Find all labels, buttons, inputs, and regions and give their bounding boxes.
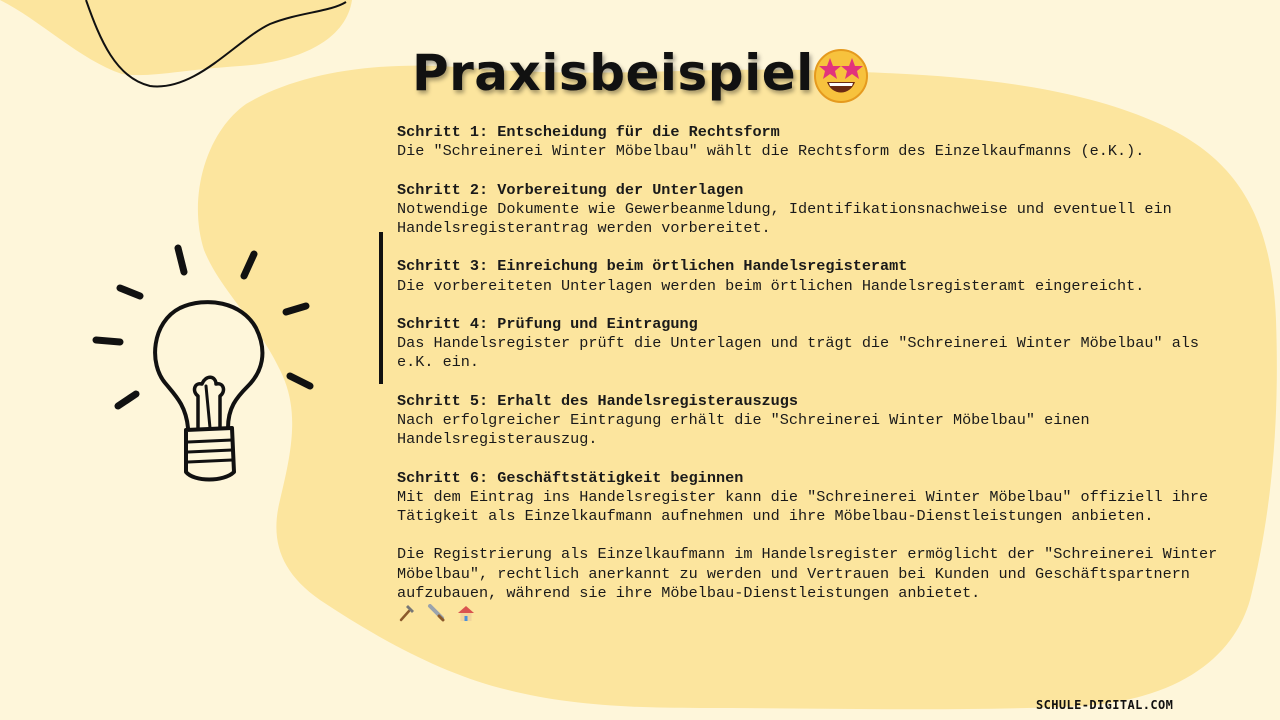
star-struck-emoji-icon xyxy=(812,46,870,104)
step-title: Schritt 6: Geschäftstätigkeit beginnen xyxy=(397,468,744,487)
brand-label: SCHULE-DIGITAL.COM xyxy=(1036,698,1174,712)
step-1 xyxy=(397,123,1237,161)
step-text: Die "Schreinerei Winter Möbelbau" wählt die Rechtsform des Einzelkaufmanns (e.K.). xyxy=(397,142,1145,161)
step-title: Schritt 2: Vorbereitung der Unterlagen xyxy=(397,180,744,199)
step-3 xyxy=(397,257,1237,295)
page-title: Praxisbeispiel xyxy=(412,44,814,102)
step-text: Notwendige Dokumente wie Gewerbeanmeldung, Identifikationsnachweise und eventuell ein Handelsregisterantrag werden vorbereitet. xyxy=(397,199,1172,237)
steps-list xyxy=(397,123,1237,624)
step-title: Schritt 4: Prüfung und Eintragung xyxy=(397,314,698,333)
hammer-icon xyxy=(397,604,415,622)
house-icon xyxy=(457,604,475,622)
step-text: Nach erfolgreicher Eintragung erhält die "Schreinerei Winter Möbelbau" einen Handelsregisterauszug. xyxy=(397,410,1090,449)
step-6 xyxy=(397,469,1237,527)
step-text: Das Handelsregister prüft die Unterlagen und trägt die "Schreinerei Winter Möbelbau" als e.K. ein. xyxy=(397,334,1200,372)
step-5 xyxy=(397,392,1237,450)
tool-icons xyxy=(397,604,1237,624)
saw-icon xyxy=(427,604,445,622)
step-2 xyxy=(397,181,1237,239)
step-text: Mit dem Eintrag ins Handelsregister kann die "Schreinerei Winter Möbelbau" offiziell ihre Tätigkeit als Einzelkaufmann aufnehmen und ihre Möbelbau-Dienstleistungen anbieten. xyxy=(397,487,1209,525)
lightbulb-icon xyxy=(86,236,326,496)
step-text: Die vorbereiteten Unterlagen werden beim örtlichen Handelsregisteramt eingereicht. xyxy=(397,276,1145,295)
step-title: Schritt 5: Erhalt des Handelsregisterauszugs xyxy=(397,391,799,410)
step-title: Schritt 1: Entscheidung für die Rechtsform xyxy=(397,123,780,141)
step-title: Schritt 3: Einreichung beim örtlichen Handelsregisteramt xyxy=(397,257,908,276)
step-4 xyxy=(397,315,1237,373)
accent-bar xyxy=(379,232,383,384)
summary-text: Die Registrierung als Einzelkaufmann im Handelsregister ermöglicht der "Schreinerei Winter Möbelbau", rechtlich anerkannt zu werden und Vertrauen bei Kunden und Geschäftspartnern aufzubauen, während sie ihre Möbelbau-Dienstleistungen anbietet. xyxy=(397,545,1218,602)
top-left-blob xyxy=(0,0,352,75)
